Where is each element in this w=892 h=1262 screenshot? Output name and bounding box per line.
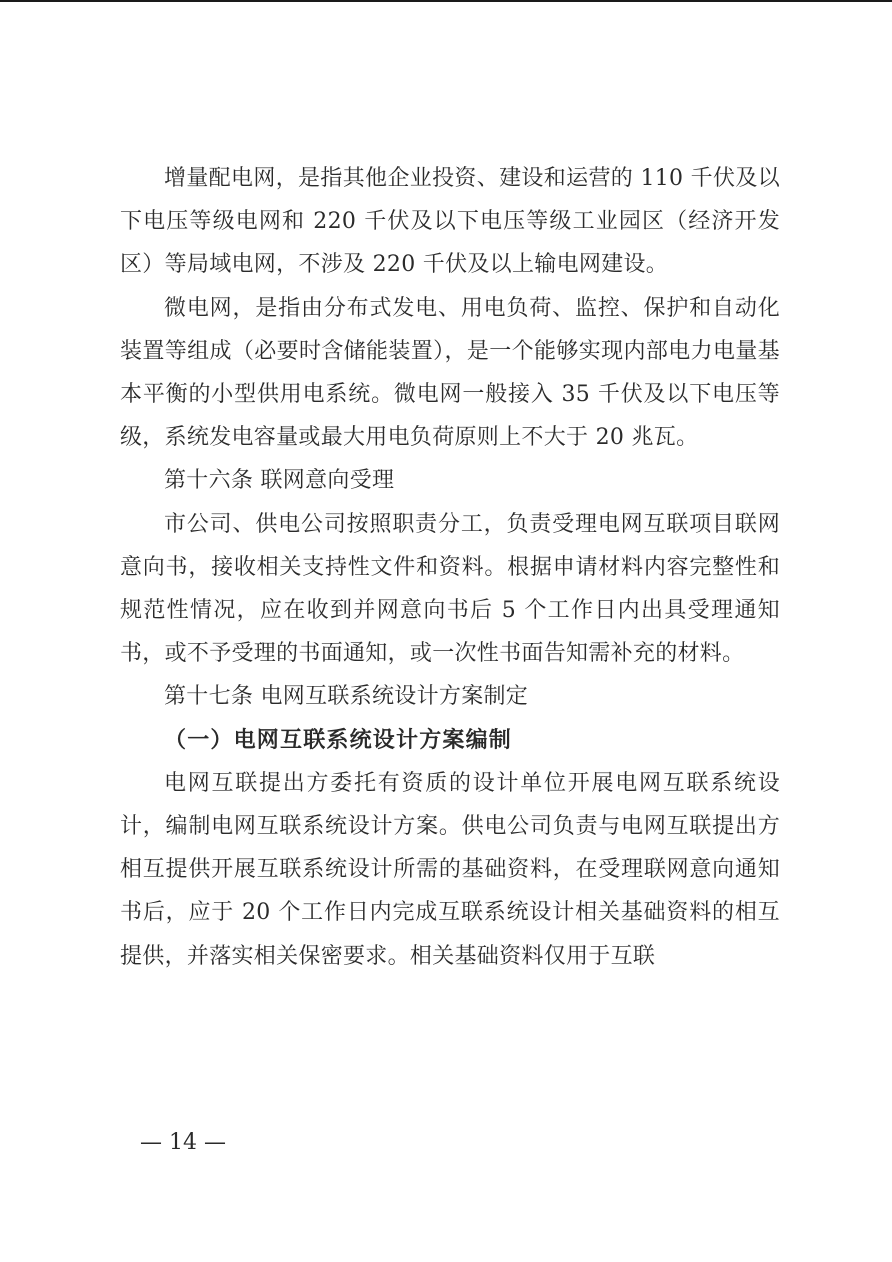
top-border-line [0,0,892,2]
paragraph-article-16-body: 市公司、供电公司按照职责分工，负责受理电网互联项目联网意向书，接收相关支持性文件和资料。根据申请材料内容完整性和规范性情况，应在收到并网意向书后 5 个工作日内出具受理通知书，或不予受理的书面通知，或一次性书面告知需补充的材料。 [120,511,780,667]
page-number: — 14 — [140,1130,226,1155]
paragraph-microgrid-definition: 微电网，是指由分布式发电、用电负荷、监控、保护和自动化装置等组成（必要时含储能装置），是一个能够实现内部电力电量基本平衡的小型供用电系统。微电网一般接入 35 千伏及以下电压等级，系统发电容量或最大用电负荷原则上不大于 20 兆瓦。 [120,295,780,451]
document-body [120,157,780,978]
section-1-heading: （一）电网互联系统设计方案编制 [164,726,513,753]
article-17-heading: 第十七条 电网互联系统设计方案制定 [164,684,529,710]
article-16-heading: 第十六条 联网意向受理 [164,468,395,494]
paragraph-section-1-body: 电网互联提出方委托有资质的设计单位开展电网互联系统设计，编制电网互联系统设计方案。供电公司负责与电网互联提出方相互提供开展互联系统设计所需的基础资料，在受理联网意向通知书后，应于 20 个工作日内完成互联系统设计相关基础资料的相互提供，并落实相关保密要求。相关基础资料仅用于互联 [120,770,780,969]
paragraph-incremental-distribution-network: 增量配电网，是指其他企业投资、建设和运营的 110 千伏及以下电压等级电网和 220 千伏及以下电压等级工业园区（经济开发区）等局域电网，不涉及 220 千伏及以上输电网建设。 [120,166,780,278]
